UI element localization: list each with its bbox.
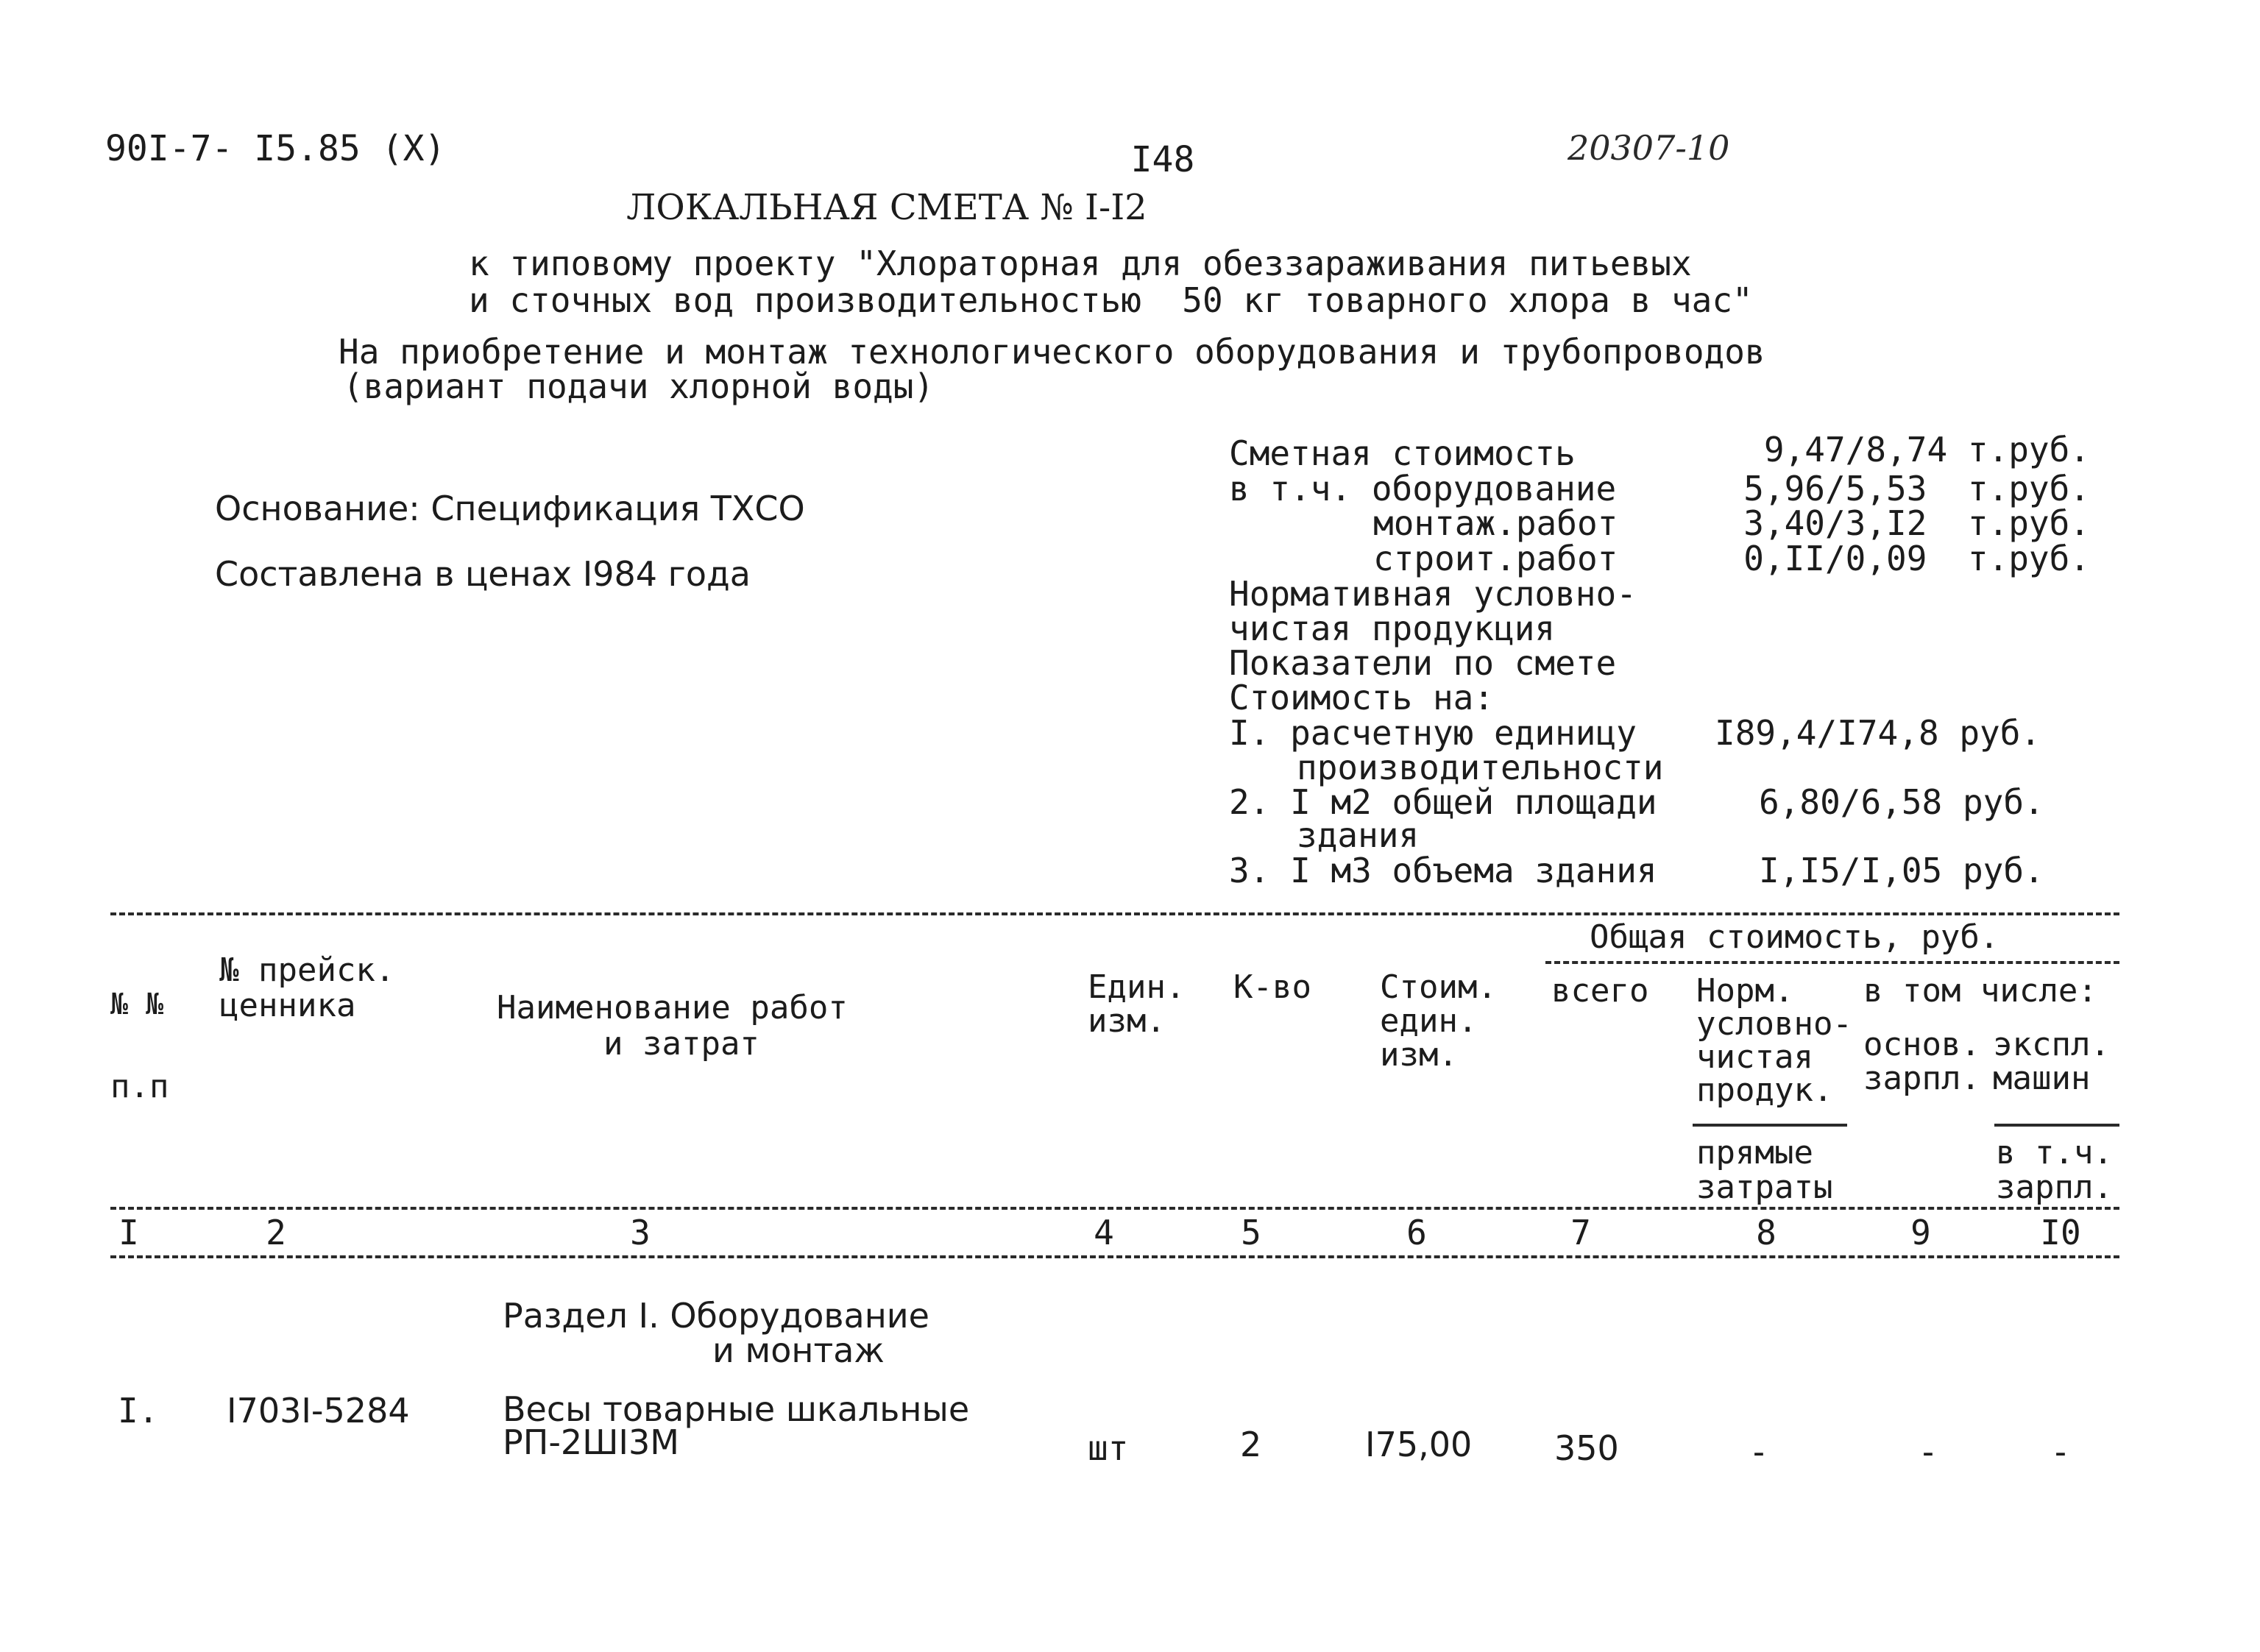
archive-number: 20307-10 <box>1568 128 1730 168</box>
document-title: ЛОКАЛЬНАЯ СМЕТА № I-I2 <box>626 187 1147 228</box>
including-header: в том числе: <box>1863 972 2097 1010</box>
col-name-header: Наименование работ <box>497 989 848 1027</box>
column-number: I <box>118 1213 139 1252</box>
col-wages-header: основ. <box>1863 1026 1980 1063</box>
col-unit-cost-header-3: изм. <box>1380 1036 1458 1074</box>
indicator-2-label-cont: здания <box>1297 815 1420 855</box>
row-machines: - <box>2050 1432 2071 1472</box>
indicator-2-value: 6,80/6,58 руб. <box>1759 782 2044 822</box>
col-unit-header-2: изм. <box>1088 1002 1166 1040</box>
total-cost-rule <box>1545 961 2119 964</box>
indicator-2-label: 2. I м2 общей площади <box>1229 782 1657 822</box>
row-price-ref: I703I-5284 <box>227 1391 410 1431</box>
table-top-rule <box>110 912 2119 915</box>
table-header-rule <box>110 1207 2119 1210</box>
col-unit-cost-header-2: един. <box>1380 1002 1478 1040</box>
cost-for-label: Стоимость на: <box>1229 678 1495 717</box>
page-number: I48 <box>1130 139 1195 180</box>
column-number: 7 <box>1570 1213 1591 1252</box>
direct-costs-header: прямые <box>1696 1134 1813 1171</box>
row-number: I. <box>118 1391 159 1431</box>
norm-underline <box>1693 1124 1847 1127</box>
column-numbers-rule <box>110 1255 2119 1258</box>
row-name-2: РП-2ШI3М <box>503 1422 679 1462</box>
col-wages-header-2: зарпл. <box>1863 1060 1980 1097</box>
indicators-label: Показатели по смете <box>1229 643 1617 683</box>
direct-costs-header-2: затраты <box>1696 1169 1833 1206</box>
project-line-1: к типовому проекту "Хлораторная для обеззараживания питьевых <box>469 244 1692 283</box>
row-wages: - <box>1918 1432 1938 1472</box>
section-title: Раздел I. Оборудование <box>503 1296 929 1336</box>
row-name: Весы товарные шкальные <box>503 1389 970 1429</box>
prices-year-text: Составлена в ценах I984 года <box>215 554 751 594</box>
col-name-header-2: и затрат <box>603 1025 759 1063</box>
basis-text: Основание: Спецификация ТХСО <box>215 489 805 528</box>
project-line-2: и сточных вод производительностью 50 кг товарного хлора в час" <box>469 280 1753 320</box>
row-norm: - <box>1749 1432 1769 1472</box>
indicator-1-value: I89,4/I74,8 руб. <box>1715 713 2041 753</box>
incl-wages-header: в т.ч. <box>1996 1134 2113 1171</box>
col-unit-header: Един. <box>1088 968 1186 1006</box>
build-label: строит.работ <box>1373 539 1618 578</box>
indicator-1-label: I. расчетную единицу <box>1229 713 1637 753</box>
document-code: 90I-7- I5.85 (X) <box>105 128 446 169</box>
col-machines-header-2: машин <box>1993 1060 2091 1097</box>
column-number: 8 <box>1756 1213 1777 1252</box>
column-number: 4 <box>1094 1213 1114 1252</box>
col-total-header: всего <box>1551 972 1649 1010</box>
col-machines-header: экспл. <box>1993 1026 2110 1063</box>
column-number: 9 <box>1910 1213 1931 1252</box>
col-norm-header-2: условно- <box>1696 1005 1852 1043</box>
purpose-line-2: (вариант подачи хлорной воды) <box>343 366 935 406</box>
col-norm-header: Норм. <box>1696 972 1794 1010</box>
col-norm-header-3: чистая <box>1696 1038 1813 1076</box>
row-qty: 2 <box>1240 1425 1262 1464</box>
col-num-header: № № <box>110 988 164 1021</box>
row-unit: шт <box>1088 1428 1129 1468</box>
col-price-ref-header: № прейск. <box>219 951 395 989</box>
machines-underline <box>1994 1124 2119 1127</box>
column-number: 3 <box>630 1213 651 1252</box>
total-cost-value: 9,47/8,74 т.руб. <box>1763 430 2090 469</box>
incl-wages-header-2: зарпл. <box>1996 1169 2113 1206</box>
normative-label-2: чистая продукция <box>1229 609 1556 648</box>
purpose-line-1: На приобретение и монтаж технологического оборудования и трубопроводов <box>339 332 1765 372</box>
install-label: монтаж.работ <box>1373 503 1618 543</box>
indicator-1-label-cont: производительности <box>1297 748 1664 787</box>
column-number: 6 <box>1406 1213 1427 1252</box>
col-unit-cost-header: Стоим. <box>1380 968 1497 1006</box>
install-value: 3,40/3,I2 т.руб. <box>1743 503 2090 543</box>
column-number: I0 <box>2040 1213 2081 1252</box>
col-price-ref-header-2: ценника <box>219 987 356 1024</box>
column-number: 2 <box>266 1213 286 1252</box>
indicator-3-label: 3. I м3 объема здания <box>1229 851 1657 890</box>
col-qty-header: К-во <box>1233 968 1311 1006</box>
total-cost-label: Сметная стоимость <box>1229 433 1576 473</box>
col-norm-header-4: продук. <box>1696 1071 1833 1109</box>
row-total: 350 <box>1554 1428 1619 1468</box>
section-title-2: и монтаж <box>712 1330 885 1370</box>
indicator-3-value: I,I5/I,05 руб. <box>1759 851 2044 890</box>
row-unit-cost: I75,00 <box>1365 1425 1473 1464</box>
equipment-label: в т.ч. оборудование <box>1229 469 1617 508</box>
equipment-value: 5,96/5,53 т.руб. <box>1743 469 2090 508</box>
total-cost-header: Общая стоимость, руб. <box>1590 918 1999 956</box>
column-number: 5 <box>1241 1213 1261 1252</box>
col-num-header-2: п.п <box>110 1068 169 1105</box>
build-value: 0,II/0,09 т.руб. <box>1743 539 2090 578</box>
normative-label-1: Нормативная условно- <box>1229 574 1637 614</box>
